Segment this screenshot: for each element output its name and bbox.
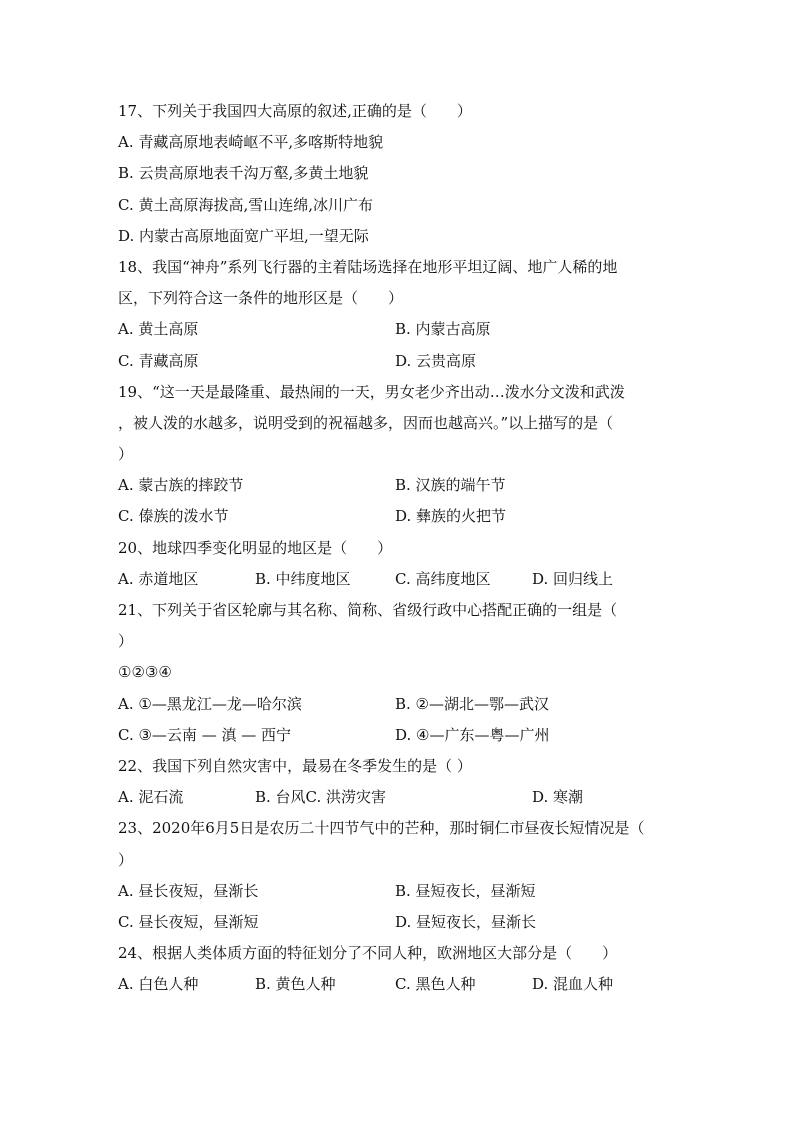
question-stem: 20、地球四季变化明显的地区是（ ） xyxy=(118,538,393,557)
question-stem: 22、我国下列自然灾害中，最易在冬季发生的是（ ） xyxy=(118,756,472,775)
option-b: B. 黄色人种 xyxy=(255,975,336,994)
option-c: C. ③—云南 — 滇 — 西宁 xyxy=(118,725,291,744)
option-row xyxy=(118,564,678,595)
option-row xyxy=(118,501,678,532)
option-d: D. 昼短夜长，昼渐长 xyxy=(395,912,537,931)
exam-page xyxy=(118,96,678,1000)
option-d: D. 混血人种 xyxy=(532,975,614,994)
question-stem-cont: ） xyxy=(118,632,134,651)
option-row xyxy=(118,346,678,377)
option-d: D. 回归线上 xyxy=(532,569,614,588)
option-c: C. 黄土高原海拔高,雪山连绵,冰川广布 xyxy=(118,195,374,214)
option-d: D. 寒潮 xyxy=(532,788,584,807)
question-17 xyxy=(118,96,678,252)
option-b: B. 中纬度地区 xyxy=(255,569,351,588)
option-b: B. 昼短夜长，昼渐短 xyxy=(395,881,536,900)
question-18 xyxy=(118,252,678,377)
option-c: C. 昼长夜短，昼渐短 xyxy=(118,912,259,931)
question-22 xyxy=(118,751,678,813)
question-23 xyxy=(118,813,678,938)
option-a: A. 蒙古族的摔跤节 xyxy=(118,476,244,495)
question-24 xyxy=(118,938,678,1000)
option-b: B. ②—湖北—鄂—武汉 xyxy=(395,694,550,713)
question-stem-cont: ） xyxy=(118,445,134,464)
option-c: C. 黑色人种 xyxy=(395,975,476,994)
question-19 xyxy=(118,377,678,533)
option-a: A. 赤道地区 xyxy=(118,569,199,588)
question-stem-cont: ，被人泼的水越多，说明受到的祝福越多，因而也越高兴。”以上描写的是（ xyxy=(118,413,614,432)
option-a: A. 泥石流 xyxy=(118,788,184,807)
option-c: C. 傣族的泼水节 xyxy=(118,507,229,526)
option-row xyxy=(118,876,678,907)
question-stem: 21、下列关于省区轮廓与其名称、简称、省级行政中心搭配正确的一组是（ xyxy=(118,601,618,619)
option-a: A. 青藏高原地表崎岖不平,多喀斯特地貌 xyxy=(118,133,384,152)
option-d: D. 云贵高原 xyxy=(395,351,477,370)
question-20 xyxy=(118,533,678,595)
question-stem: 24、根据人类体质方面的特征划分了不同人种，欧洲地区大部分是（ ） xyxy=(118,944,618,963)
option-d: D. ④—广东—粤—广州 xyxy=(395,725,550,744)
question-stem-cont: ） xyxy=(118,850,134,869)
option-a: A. 昼长夜短，昼渐长 xyxy=(118,881,259,900)
option-row xyxy=(118,969,678,1000)
option-c: C. 高纬度地区 xyxy=(395,569,491,588)
option-row xyxy=(118,907,678,938)
option-row xyxy=(118,782,678,813)
option-a: A. ①—黑龙江—龙—哈尔滨 xyxy=(118,694,302,713)
option-d: D. 内蒙古高原地面宽广平坦,一望无际 xyxy=(118,226,369,245)
option-b: B. 云贵高原地表千沟万壑,多黄土地貌 xyxy=(118,164,369,183)
question-stem-cont: 区，下列符合这一条件的地形区是（ ） xyxy=(118,289,404,308)
question-stem: 19、“这一天是最隆重、最热闹的一天，男女老少齐出动…泼水分文泼和武泼 xyxy=(118,382,625,401)
option-row xyxy=(118,689,678,720)
option-a: A. 黄土高原 xyxy=(118,320,199,339)
option-d: D. 彝族的火把节 xyxy=(395,507,507,526)
question-21 xyxy=(118,595,678,751)
option-b: B. 内蒙古高原 xyxy=(395,320,491,339)
figure-labels: ①②③④ xyxy=(118,663,172,682)
option-b: B. 汉族的端午节 xyxy=(395,476,506,495)
question-stem: 18、我国“神舟”系列飞行器的主着陆场选择在地形平坦辽阔、地广人稀的地 xyxy=(118,257,618,276)
option-row xyxy=(118,720,678,751)
question-stem: 23、2020年6月5日是农历二十四节气中的芒种，那时铜仁市昼夜长短情况是（ xyxy=(118,819,645,838)
option-row xyxy=(118,470,678,501)
option-b-c: B. 台风C. 洪涝灾害 xyxy=(255,788,387,807)
option-a: A. 白色人种 xyxy=(118,975,199,994)
question-stem: 17、下列关于我国四大高原的叙述,正确的是（ ） xyxy=(118,102,472,120)
option-row xyxy=(118,314,678,345)
option-c: C. 青藏高原 xyxy=(118,351,199,370)
